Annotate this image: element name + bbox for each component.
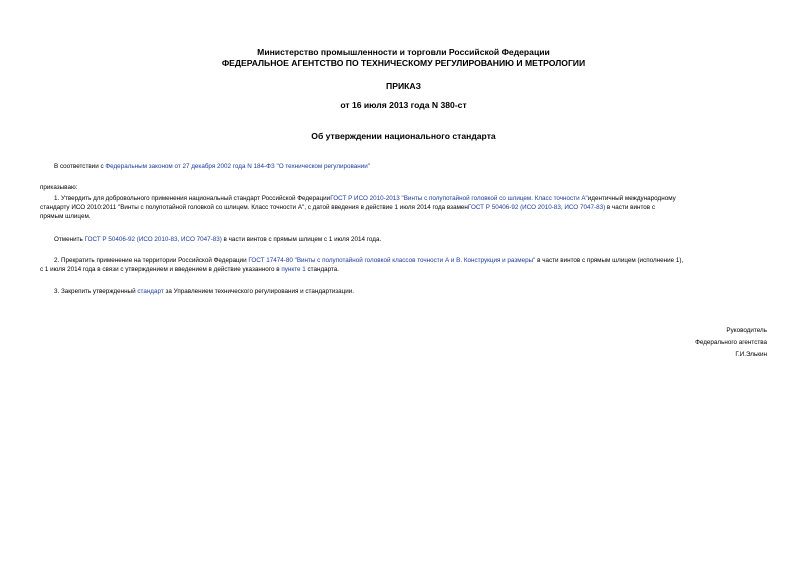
point-1-link[interactable]: пункте 1 (281, 266, 306, 273)
ministry-title: Министерство промышленности и торговли Российской Федерации (257, 47, 550, 57)
order-title: ПРИКАЗ (386, 81, 421, 91)
paragraph-basis: В соответствии с Федеральным законом от 27 декабря 2002 года N 184-ФЗ "О техническом регулировании" (54, 163, 371, 170)
order-subject: Об утверждении национального стандарта (311, 131, 496, 141)
item1-line1: 1. Утвердить для добровольного применения национальный стандарт Российской ФедерацииГОСТ Р ИСО 2010-2013 "Винты с полупотайной головкой со шлицем. Класс точности А"идентичный международному (54, 195, 676, 202)
paragraph-cancel: Отменить ГОСТ Р 50406-92 (ИСО 2010-83, ИСО 7047-83) в части винтов с прямым шлицем с 1 июля 2014 года. (54, 236, 382, 243)
paragraph-order: приказываю: (40, 184, 78, 191)
gost-r-50406-92-cancel-link[interactable]: ГОСТ Р 50406-92 (ИСО 2010-83, ИСО 7047-83) (84, 236, 222, 243)
item3-line: 3. Закрепить утвержденный стандарт за Управлением технического регулирования и стандартизации. (54, 288, 355, 295)
agency-title: ФЕДЕРАЛЬНОЕ АГЕНТСТВО ПО ТЕХНИЧЕСКОМУ РЕГУЛИРОВАНИЮ И МЕТРОЛОГИИ (221, 58, 586, 68)
standard-link[interactable]: стандарт (137, 288, 164, 295)
order-date-number: от 16 июля 2013 года N 380-ст (340, 100, 467, 110)
federal-law-link[interactable]: Федеральным законом от 27 декабря 2002 года N 184-ФЗ "О техническом регулировании" (105, 163, 371, 170)
signature-name: Г.И.Элькин (735, 351, 767, 358)
gost-r-50406-92-link[interactable]: ГОСТ Р 50406-92 (ИСО 2010-83, ИСО 7047-83) (467, 204, 606, 211)
item2-line1: 2. Прекратить применение на территории Российской Федерации ГОСТ 17474-80 "Винты с полупотайной головкой классов точности А и В. Конструкция и размеры" в части винтов с прямым шлицем (исполнение 1), (54, 257, 684, 264)
gost-iso-2010-2013-link[interactable]: ГОСТ Р ИСО 2010-2013 "Винты с полупотайной головкой со шлицем. Класс точности А" (330, 195, 588, 202)
item2-line2: с 1 июля 2014 года в связи с утверждением и введением в действие указанного в пункте 1 стандарта. (40, 266, 340, 273)
item1-line2: стандарту ИСО 2010:2011 "Винты с полупотайной головкой со шлицем. Класс точности А", с датой введения в действие 1 июля 2014 года взаменГОСТ Р 50406-92 (ИСО 2010-83, ИСО 7047-83) в части винтов с (40, 204, 655, 211)
item1-line3: прямым шлицем. (40, 213, 91, 220)
signature-role: Руководитель (726, 327, 767, 334)
signature-org: Федерального агентства (695, 339, 767, 346)
gost-17474-80-link[interactable]: ГОСТ 17474-80 "Винты с полупотайной головкой классов точности А и В. Конструкция и размеры" (248, 257, 536, 264)
